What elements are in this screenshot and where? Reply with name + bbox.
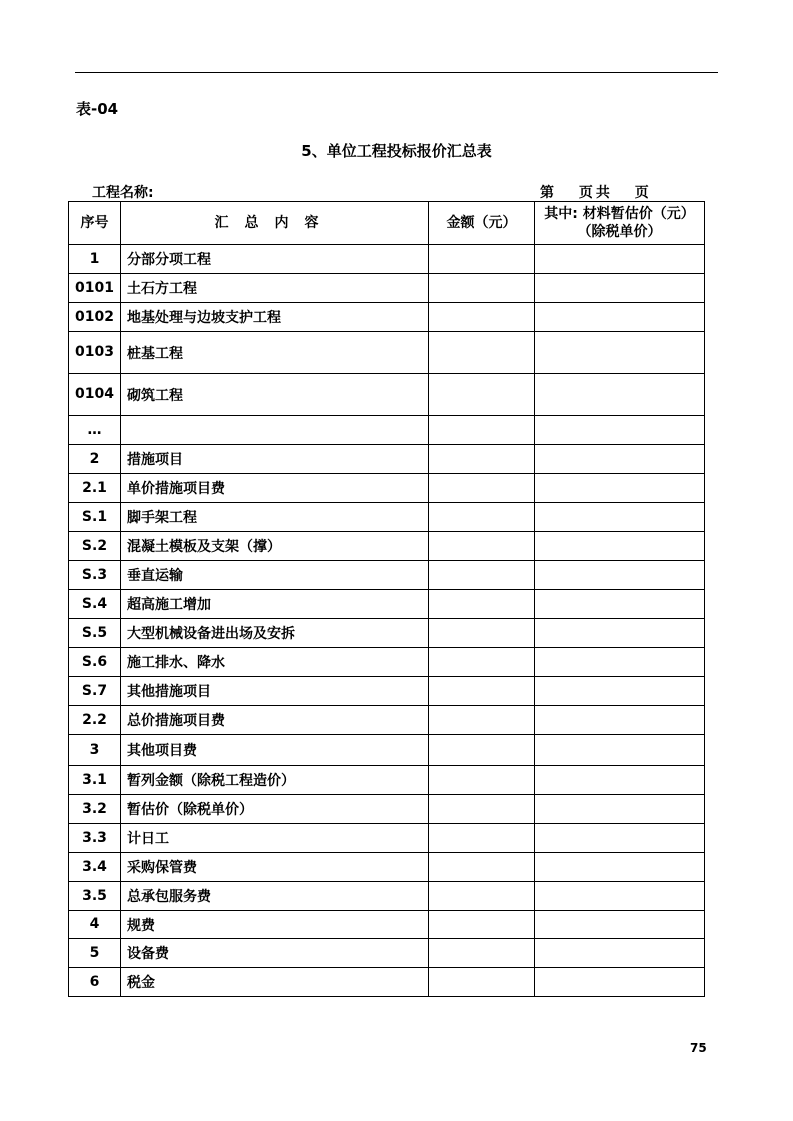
cell-content: 设备费 — [121, 939, 429, 968]
table-row — [69, 648, 705, 677]
cell-content: 暂列金额（除税工程造价） — [121, 766, 429, 795]
cell-seq: 1 — [69, 245, 121, 274]
cell-material — [535, 735, 705, 766]
cell-content: 总价措施项目费 — [121, 706, 429, 735]
table-row — [69, 706, 705, 735]
cell-seq: 3.1 — [69, 766, 121, 795]
cell-amount — [429, 561, 535, 590]
cell-content: 分部分项工程 — [121, 245, 429, 274]
cell-seq: 0102 — [69, 303, 121, 332]
page-counter: 第 页共 页 — [540, 185, 652, 201]
header-rule — [75, 72, 718, 73]
cell-seq: 3.2 — [69, 795, 121, 824]
cell-material — [535, 677, 705, 706]
cell-material — [535, 968, 705, 997]
cell-amount — [429, 416, 535, 445]
table-row — [69, 766, 705, 795]
cell-amount — [429, 882, 535, 911]
table-row — [69, 303, 705, 332]
cell-material — [535, 911, 705, 939]
cell-seq: 0101 — [69, 274, 121, 303]
cell-amount — [429, 911, 535, 939]
table-row — [69, 503, 705, 532]
cell-amount — [429, 735, 535, 766]
cell-content: 单价措施项目费 — [121, 474, 429, 503]
cell-amount — [429, 590, 535, 619]
cell-content: 脚手架工程 — [121, 503, 429, 532]
cell-content: 暂估价（除税单价） — [121, 795, 429, 824]
form-code: 表-04 — [76, 100, 119, 118]
table-row — [69, 735, 705, 766]
table-row — [69, 416, 705, 445]
cell-material — [535, 445, 705, 474]
cell-material — [535, 766, 705, 795]
cell-material — [535, 474, 705, 503]
cell-amount — [429, 853, 535, 882]
cell-seq: 0103 — [69, 332, 121, 374]
cell-material — [535, 416, 705, 445]
cell-material — [535, 824, 705, 853]
cell-amount — [429, 706, 535, 735]
cell-amount — [429, 648, 535, 677]
table-row — [69, 824, 705, 853]
cell-seq: 3.3 — [69, 824, 121, 853]
cell-material — [535, 706, 705, 735]
cell-content: 规费 — [121, 911, 429, 939]
cell-amount — [429, 619, 535, 648]
table-row — [69, 939, 705, 968]
column-header-amount: 金额（元） — [429, 202, 535, 245]
cell-material — [535, 648, 705, 677]
cell-amount — [429, 677, 535, 706]
cell-seq: S.3 — [69, 561, 121, 590]
cell-material — [535, 332, 705, 374]
cell-content: 地基处理与边坡支护工程 — [121, 303, 429, 332]
table-row — [69, 374, 705, 416]
cell-seq: 3.4 — [69, 853, 121, 882]
column-header-content: 汇总内容 — [121, 202, 429, 245]
cell-material — [535, 561, 705, 590]
cell-seq: … — [69, 416, 121, 445]
project-name-label: 工程名称: — [92, 185, 154, 201]
cell-material — [535, 374, 705, 416]
cell-material — [535, 590, 705, 619]
cell-seq: 4 — [69, 911, 121, 939]
cell-content: 其他措施项目 — [121, 677, 429, 706]
page-title: 5、单位工程投标报价汇总表 — [301, 142, 492, 160]
column-header-material — [535, 202, 705, 245]
cell-content: 土石方工程 — [121, 274, 429, 303]
column-header-material-line1: 其中: 材料暂估价（元） — [544, 206, 695, 222]
table-row — [69, 853, 705, 882]
cell-amount — [429, 445, 535, 474]
cell-seq: S.4 — [69, 590, 121, 619]
cell-content: 超高施工增加 — [121, 590, 429, 619]
cell-seq: 2.1 — [69, 474, 121, 503]
table-row — [69, 445, 705, 474]
cell-seq: S.6 — [69, 648, 121, 677]
cell-amount — [429, 968, 535, 997]
cell-content: 总承包服务费 — [121, 882, 429, 911]
cell-seq: S.2 — [69, 532, 121, 561]
table-row — [69, 677, 705, 706]
cell-content: 砌筑工程 — [121, 374, 429, 416]
cell-amount — [429, 824, 535, 853]
cell-amount — [429, 766, 535, 795]
cell-material — [535, 274, 705, 303]
table-row — [69, 532, 705, 561]
summary-table — [68, 201, 705, 997]
cell-content: 桩基工程 — [121, 332, 429, 374]
table-row — [69, 561, 705, 590]
cell-content — [121, 416, 429, 445]
table-row — [69, 882, 705, 911]
cell-amount — [429, 532, 535, 561]
cell-seq: 3 — [69, 735, 121, 766]
cell-amount — [429, 303, 535, 332]
cell-content: 施工排水、降水 — [121, 648, 429, 677]
cell-seq: S.1 — [69, 503, 121, 532]
cell-seq: 2.2 — [69, 706, 121, 735]
cell-seq: 0104 — [69, 374, 121, 416]
cell-amount — [429, 274, 535, 303]
cell-material — [535, 882, 705, 911]
cell-content: 混凝土模板及支架（撑） — [121, 532, 429, 561]
table-row — [69, 590, 705, 619]
table-row — [69, 332, 705, 374]
page-number: 75 — [690, 1041, 707, 1055]
cell-seq: S.5 — [69, 619, 121, 648]
cell-material — [535, 303, 705, 332]
table-row — [69, 795, 705, 824]
column-header-seq: 序号 — [69, 202, 121, 245]
table-row — [69, 911, 705, 939]
table-row — [69, 474, 705, 503]
cell-content: 措施项目 — [121, 445, 429, 474]
column-header-material-line2: （除税单价） — [577, 224, 662, 240]
cell-material — [535, 503, 705, 532]
cell-seq: 5 — [69, 939, 121, 968]
cell-amount — [429, 939, 535, 968]
cell-amount — [429, 374, 535, 416]
cell-material — [535, 619, 705, 648]
cell-seq: 2 — [69, 445, 121, 474]
table-row — [69, 245, 705, 274]
table-row — [69, 619, 705, 648]
cell-content: 计日工 — [121, 824, 429, 853]
cell-content: 大型机械设备进出场及安拆 — [121, 619, 429, 648]
cell-content: 其他项目费 — [121, 735, 429, 766]
cell-seq: 6 — [69, 968, 121, 997]
cell-amount — [429, 332, 535, 374]
cell-amount — [429, 474, 535, 503]
cell-content: 税金 — [121, 968, 429, 997]
cell-material — [535, 939, 705, 968]
cell-content: 垂直运输 — [121, 561, 429, 590]
table-row — [69, 274, 705, 303]
cell-amount — [429, 245, 535, 274]
cell-seq: 3.5 — [69, 882, 121, 911]
table-body — [69, 245, 705, 997]
cell-material — [535, 532, 705, 561]
table-header-row — [69, 202, 705, 245]
cell-material — [535, 795, 705, 824]
cell-material — [535, 853, 705, 882]
cell-amount — [429, 503, 535, 532]
cell-material — [535, 245, 705, 274]
cell-content: 采购保管费 — [121, 853, 429, 882]
table-row — [69, 968, 705, 997]
cell-seq: S.7 — [69, 677, 121, 706]
cell-amount — [429, 795, 535, 824]
